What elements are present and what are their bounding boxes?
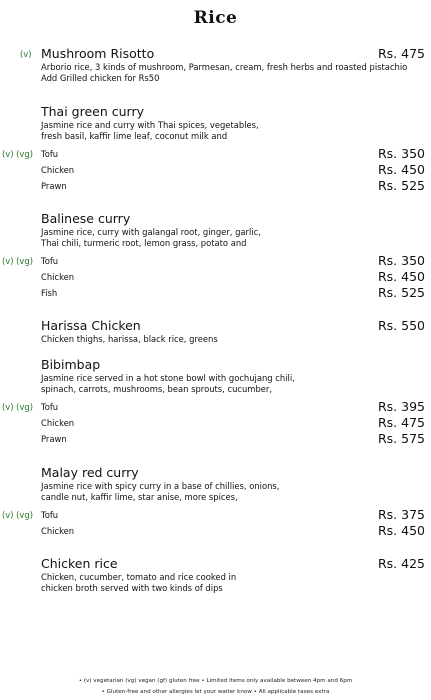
- variant-price: Rs. 525: [377, 178, 425, 193]
- page-title: Rice: [193, 8, 238, 28]
- variant-row: [0, 178, 431, 194]
- variant-name: Prawn: [41, 181, 67, 191]
- item-name: Malay red curry: [41, 465, 139, 480]
- item-price: Rs. 425: [377, 556, 425, 571]
- item-description: Arborio rice, 3 kinds of mushroom, Parmesan, cream, fresh herbs and roasted pistachio Add Grilled chicken for Rs50: [41, 62, 408, 83]
- item-name: Bibimbap: [41, 357, 101, 372]
- variant-name: Chicken: [41, 165, 75, 175]
- item-name: Mushroom Risotto: [41, 46, 155, 61]
- variant-row: [0, 415, 431, 431]
- item-description: Jasmine rice and curry with Thai spices, vegetables, fresh basil, kaffir lime leaf, coconut milk and: [41, 120, 259, 141]
- item-description: Jasmine rice, curry with galangal root, ginger, garlic, Thai chili, turmeric root, lemon grass, potato and: [41, 227, 261, 248]
- item-name: Thai green curry: [41, 104, 144, 119]
- variant-price: Rs. 575: [377, 431, 425, 446]
- variant-row: [0, 399, 431, 415]
- item-name: Balinese curry: [41, 211, 131, 226]
- footer-note-line-1: • (v) vegetarian (vg) vegan (gf) gluten free • Limited items only available between 4pm and 6pm: [78, 678, 353, 684]
- item-name: Harissa Chicken: [41, 318, 141, 333]
- variant-name: Chicken: [41, 418, 75, 428]
- item-description: Jasmine rice with spicy curry in a base of chillies, onions, candle nut, kaffir lime, star anise, more spices,: [41, 481, 280, 502]
- variant-row: [0, 431, 431, 447]
- variant-row: [0, 285, 431, 301]
- variant-name: Tofu: [41, 256, 59, 266]
- variant-price: Rs. 450: [377, 523, 425, 538]
- item-description: Chicken thighs, harissa, black rice, greens: [41, 334, 218, 344]
- dietary-tag: (v) (vg): [2, 149, 33, 159]
- variant-price: Rs. 350: [377, 146, 425, 161]
- variant-row: [0, 269, 431, 285]
- variant-name: Chicken: [41, 526, 75, 536]
- variant-price: Rs. 475: [377, 415, 425, 430]
- variant-name: Tofu: [41, 149, 59, 159]
- item-description: Chicken, cucumber, tomato and rice cooked in chicken broth served with two kinds of dips: [41, 572, 237, 593]
- dietary-tag: (v) (vg): [2, 510, 33, 520]
- variant-row: [0, 146, 431, 162]
- dietary-tag: (v) (vg): [2, 256, 33, 266]
- variant-row: [0, 523, 431, 539]
- variant-row: [0, 507, 431, 523]
- variant-name: Chicken: [41, 272, 75, 282]
- dietary-tag: (v) (vg): [2, 402, 33, 412]
- item-price: Rs. 550: [377, 318, 425, 333]
- variant-row: [0, 253, 431, 269]
- variant-name: Tofu: [41, 510, 59, 520]
- dietary-tag: (v): [20, 49, 32, 59]
- variant-price: Rs. 395: [377, 399, 425, 414]
- item-description: Jasmine rice served in a hot stone bowl with gochujang chili, spinach, carrots, mushrooms, bean sprouts, cucumber,: [41, 373, 295, 394]
- variant-name: Fish: [41, 288, 58, 298]
- item-price: Rs. 475: [377, 46, 425, 61]
- footer-note-line-2: • Gluten-free and other allergies let your waiter know • All applicable taxes extra: [101, 689, 330, 695]
- variant-price: Rs. 350: [377, 253, 425, 268]
- variant-name: Prawn: [41, 434, 67, 444]
- item-name: Chicken rice: [41, 556, 118, 571]
- variant-price: Rs. 450: [377, 162, 425, 177]
- variant-name: Tofu: [41, 402, 59, 412]
- variant-price: Rs. 450: [377, 269, 425, 284]
- variant-row: [0, 162, 431, 178]
- variant-price: Rs. 375: [377, 507, 425, 522]
- variant-price: Rs. 525: [377, 285, 425, 300]
